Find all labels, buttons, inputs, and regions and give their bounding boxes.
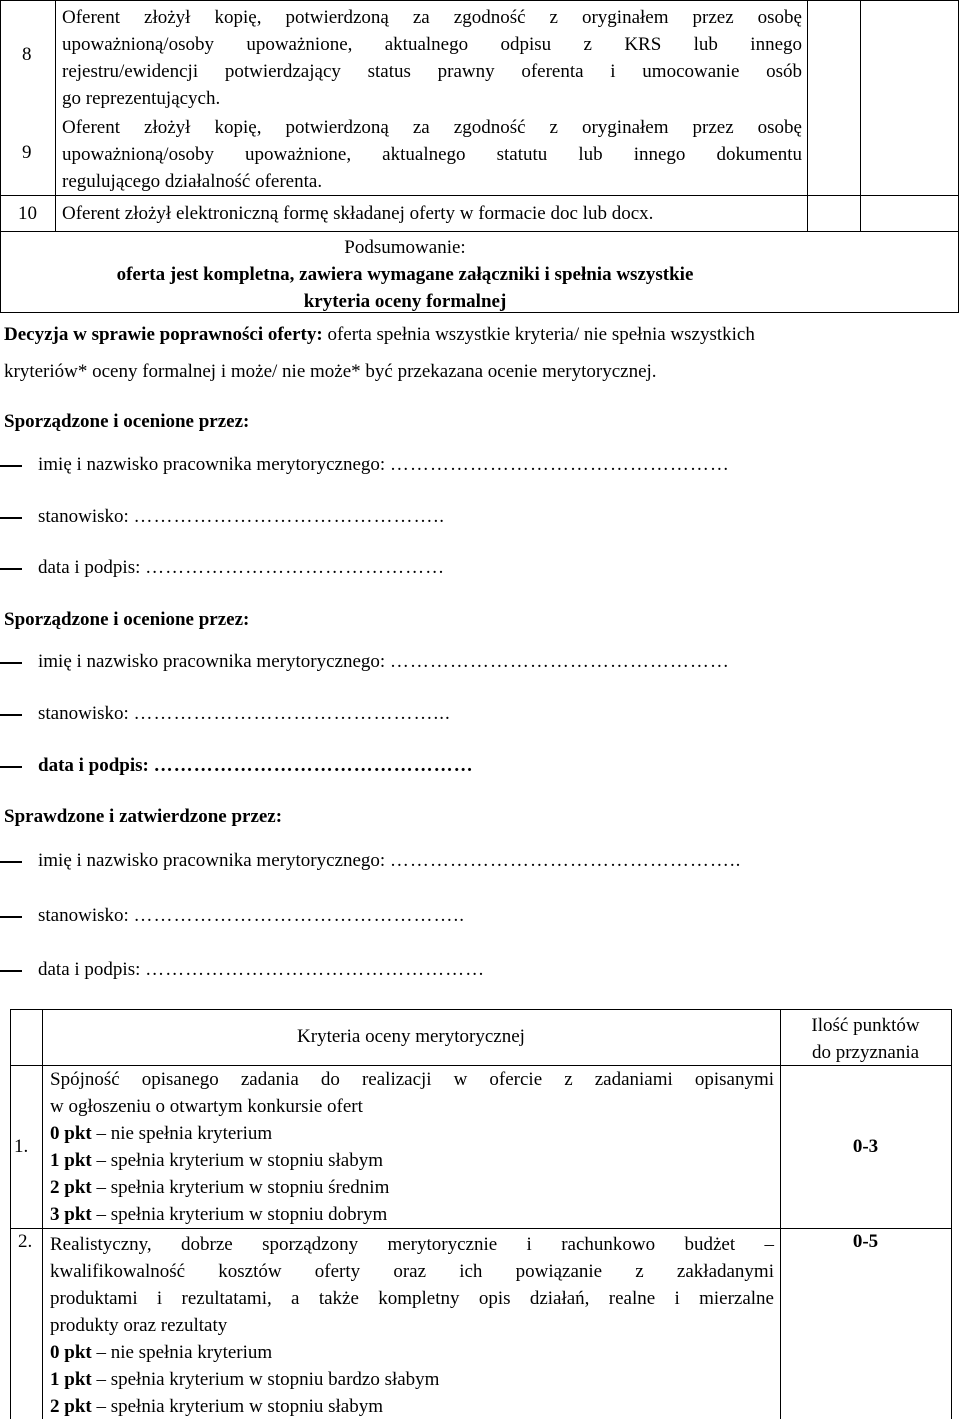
dash-bullet (0, 465, 22, 467)
signature-section (4, 411, 954, 433)
signature-section (4, 609, 954, 631)
field-dots: ………………………………………….. (133, 905, 466, 926)
row-text (62, 114, 802, 195)
table-border (0, 0, 958, 1)
row-text (62, 4, 802, 112)
text-line: rejestru/ewidencji potwierdzający status prawny oferenta i umocowanie osób (62, 61, 802, 82)
field-label: data i podpis: (38, 959, 141, 980)
table-border (10, 1009, 952, 1010)
merit-criteria-table (0, 1009, 960, 1419)
field-label: imię i nazwisko pracownika merytorycznego: (38, 850, 386, 871)
text-line: go reprezentujących. (62, 88, 221, 109)
section-heading: Sporządzone i ocenione przez: (4, 411, 250, 432)
text-line: Realistyczny, dobrze sporządzony merytorycznie i rachunkowo budżet – (50, 1234, 774, 1255)
dash-bullet (0, 916, 22, 918)
field-label: stanowisko: (38, 905, 129, 926)
text-line: produkty oraz rezultaty (50, 1315, 228, 1336)
decision-paragraph (4, 324, 949, 383)
field-dots: …………………………………………….. (389, 850, 742, 871)
table-border (958, 0, 959, 313)
section-heading: Sporządzone i ocenione przez: (4, 609, 250, 630)
points-header-line: Ilość punktów (811, 1015, 920, 1036)
row-number: 8 (22, 44, 32, 65)
table-border (780, 1009, 781, 1419)
text-line: produktami i rezultatami, a także kompletny opis działań, realne i mierzalne (50, 1288, 774, 1309)
decision-text: kryteriów* oceny formalnej i może/ nie może* być przekazana ocenie merytorycznej. (4, 361, 657, 382)
row-number: 9 (22, 142, 32, 163)
table-border (42, 1009, 43, 1419)
table-border (55, 0, 56, 231)
points-header-line: do przyznania (811, 1042, 920, 1063)
points-value: 0-5 (852, 1231, 879, 1252)
level-text: – spełnia kryterium w stopniu słabym (91, 1150, 384, 1171)
signature-field (0, 454, 950, 476)
field-dots: ………………………………………… (153, 755, 474, 776)
pkt-label: 2 pkt (50, 1396, 92, 1417)
level-line (50, 1120, 774, 1147)
signature-field (0, 959, 950, 981)
decision-label: Decyzja w sprawie poprawności oferty: (4, 324, 323, 345)
level-text: – spełnia kryterium w stopniu średnim (91, 1177, 390, 1198)
dash-bullet (0, 517, 22, 519)
dash-bullet (0, 714, 22, 716)
summary-title: Podsumowanie: (344, 237, 466, 258)
level-text: – spełnia kryterium w stopniu dobrym (91, 1204, 388, 1225)
signature-field (0, 703, 950, 725)
row-number: 10 (18, 203, 37, 224)
level-text: – spełnia kryterium w stopniu bardzo słabym (91, 1369, 440, 1390)
level-line (50, 1366, 774, 1393)
table-border (0, 195, 959, 196)
text-line: w ogłoszeniu o otwartym konkursie ofert (50, 1096, 363, 1117)
summary-line: kryteria oceny formalnej (303, 291, 507, 312)
row-number: 2. (18, 1231, 33, 1252)
table-border (10, 1009, 11, 1419)
field-dots: ……………………………………….. (133, 506, 446, 527)
level-text: – nie spełnia kryterium (91, 1123, 273, 1144)
field-dots: …………………………………………… (389, 454, 730, 475)
text-line: upoważnioną/osoby upoważnione, aktualnego odpisu z KRS lub innego (62, 34, 802, 55)
field-label: stanowisko: (38, 703, 129, 724)
level-line (50, 1174, 774, 1201)
text-line: Spójność opisanego zadania do realizacji w ofercie z zadaniami opisanymi (50, 1069, 774, 1090)
dash-bullet (0, 568, 22, 570)
dash-bullet (0, 970, 22, 972)
pkt-label: 2 pkt (50, 1177, 92, 1198)
points-header (780, 1012, 951, 1066)
text-line: regulującego działalność oferenta. (62, 171, 323, 192)
field-dots: …………………………………………… (389, 651, 730, 672)
signature-field (0, 755, 950, 777)
signature-section (4, 806, 954, 828)
field-label: data i podpis: (38, 557, 141, 578)
pkt-label: 1 pkt (50, 1150, 92, 1171)
table-border (860, 0, 861, 231)
level-text: – spełnia kryterium w stopniu słabym (91, 1396, 384, 1417)
dash-bullet (0, 861, 22, 863)
signature-field (0, 850, 950, 872)
points-value: 0-3 (852, 1136, 879, 1157)
table-border (807, 0, 808, 231)
row-number: 1. (14, 1136, 29, 1157)
pkt-label: 1 pkt (50, 1369, 92, 1390)
table-border (10, 1228, 952, 1229)
pkt-label: 0 pkt (50, 1342, 92, 1363)
signature-field (0, 557, 950, 579)
text-line: upoważnioną/osoby upoważnione, aktualnego statutu lub innego dokumentu (62, 144, 802, 165)
criterion-text (50, 1066, 774, 1228)
field-label: data i podpis: (38, 755, 149, 776)
field-label: stanowisko: (38, 506, 129, 527)
table-border (0, 231, 959, 232)
field-dots: ………………………………………... (133, 703, 451, 724)
decision-text: oferta spełnia wszystkie kryteria/ nie spełnia wszystkich (322, 324, 755, 345)
signature-field (0, 506, 950, 528)
summary-line: oferta jest kompletna, zawiera wymagane załączniki i spełnia wszystkie (116, 264, 694, 285)
pkt-label: 0 pkt (50, 1123, 92, 1144)
dash-bullet (0, 662, 22, 664)
field-label: imię i nazwisko pracownika merytorycznego: (38, 454, 386, 475)
text-line: Oferent złożył kopię, potwierdzoną za zgodność z oryginałem przez osobę (62, 7, 802, 28)
level-line (50, 1147, 774, 1174)
level-line (50, 1339, 774, 1366)
field-dots: ……………………………………… (145, 557, 446, 578)
criterion-text (50, 1231, 774, 1420)
level-text: – nie spełnia kryterium (91, 1342, 273, 1363)
field-label: imię i nazwisko pracownika merytorycznego: (38, 651, 386, 672)
text-line: kwalifikowalność kosztów oferty oraz ich powiązanie z zakładanymi (50, 1261, 774, 1282)
signature-field (0, 651, 950, 673)
summary-block (0, 234, 810, 315)
section-heading: Sprawdzone i zatwierdzone przez: (4, 806, 283, 827)
level-line (50, 1393, 774, 1420)
signature-field (0, 905, 950, 927)
dash-bullet (0, 766, 22, 768)
level-line (50, 1201, 774, 1228)
table-border (951, 1009, 952, 1419)
field-dots: …………………………………………… (145, 959, 486, 980)
text-line: Oferent złożył kopię, potwierdzoną za zgodność z oryginałem przez osobę (62, 117, 802, 138)
criteria-header: Kryteria oceny merytorycznej (297, 1026, 525, 1047)
row-text: Oferent złożył elektroniczną formę składanej oferty w formacie doc lub docx. (62, 203, 654, 224)
pkt-label: 3 pkt (50, 1204, 92, 1225)
formal-criteria-table (0, 0, 960, 313)
